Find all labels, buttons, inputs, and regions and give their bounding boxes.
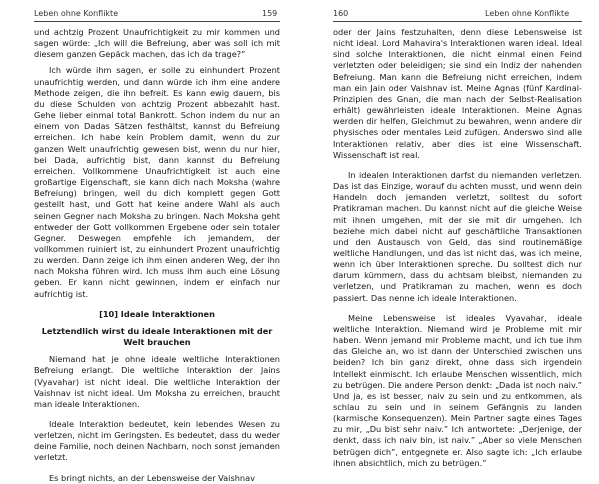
header-rule: [333, 21, 582, 22]
paragraph: und achtzig Prozent Unaufrichtigkeit zu mir kommen und sagen würde: „Ich will die Befreiung, aber was soll ich mit diesem ganzen Gepäck machen, das ich da trage?”: [34, 27, 280, 60]
paragraph: oder der Jains festzuhalten, denn diese Lebensweise ist nicht ideal. Lord Mahavira's Interaktionen waren ideal. Ideal sind solche Interaktionen, die nicht einmal einen Feind verletzten oder beleidigen; sie sind ein Indiz der nahenden Befreiung. Man kann die Befreiung nicht erreichen, indem man ein Jain oder Vaishnav ist. Meine Agnas (fünf Kardinal-Prinzipien des Gnan, die man nach der Selbst-Realisation erhält) gewährleisten ideale Interaktionen. Meine Agnas werden dir helfen, Gleichmut zu bewahren, wenn andere dir physisches oder mentales Leid zufügen. Anderswo sind alle Interaktionen relativ, aber dies ist eine Wissenschaft. Wissenschaft ist real.: [333, 27, 582, 160]
paragraph: Ich würde ihm sagen, er solle zu einhundert Prozent unaufrichtig werden, und dann würde ich ihm eine andere Methode zeigen, die ihn befreit. Es kann ewig dauern, bis du diese Schulden von achtzig Prozent abbezahlt hast. Gehe lieber einmal total Bankrott. Schon indem du nur an einem von Dadas Sätzen festhältst, kannst du Befreiung erreichen. Ich habe kein Problem damit, wenn du zur ganzen Welt unaufrichtig gewesen bist, wenn du nur hier, bei Dada, aufrichtig bist, dann kannst du Befreiung erreichen. Vollkommene Unaufrichtigkeit ist auch eine großartige Eigenschaft, sie kann dich nach Moksha (wahre Befreiung) bringen, weil du dich komplett gegen Gott gestellt hast, und Gott hat keine andere Wahl als auch seinen Gegner nach Moksha zu bringen. Nach Moksha geht entweder der Gott vollkommen Ergebene oder sein totaler Gegner. Deswegen empfehle ich jemandem, der vollkommen ruiniert ist, zu einhundert Prozent unaufrichtig zu werden. Dann zeige ich ihm einen anderen Weg, der ihn nach Moksha führen wird. Ich muss ihm auch eine Lösung geben. Er kann nicht gewinnen, indem er einfach nur aufrichtig ist.: [34, 65, 280, 299]
page-body: [34, 27, 280, 484]
paragraph: Ideale Interaktion bedeutet, kein lebendes Wesen zu verletzen, nicht im Geringsten. Es bedeutet, dass du weder deine Familie, noch deinen Nachbarn, noch sonst jemanden verletzt.: [34, 419, 280, 463]
paragraph: Niemand hat je ohne ideale weltliche Interaktionen Befreiung erlangt. Die weltliche Interaktion der Jains (Vyavahar) ist nicht ideal. Die weltliche Interaktion der Vaishnav ist nicht ideal. Um Moksha zu erreichen, braucht man ideale Interaktionen.: [34, 354, 280, 409]
paragraph: Es bringt nichts, an der Lebensweise der Vaishnav: [49, 472, 255, 483]
paragraph: In idealen Interaktionen darfst du niemanden verletzen. Das ist das Einzige, worauf du achten musst, und wenn dein Handeln doch jemanden verletzt, solltest du sofort Pratikraman machen. Du kannst nicht auf die gleiche Weise mit ihnen umgehen, mit der sie mit dir umgehen. Ich beziehe mich dabei nicht auf geschäftliche Transaktionen und den Austausch von Geld, das sind routinemäßige weltliche Handlungen, und das ist nicht das, was ich meine, wenn ich über Interaktionen spreche. Du solltest dich nur darum kümmern, dass du achtsam bleibst, niemanden zu verletzen, und Pratikraman zu machen, wenn es doch passiert. Das nenne ich ideale Interaktionen.: [333, 169, 582, 303]
page-body: [333, 27, 582, 469]
section-heading: [10] Ideale Interaktionen: [99, 308, 215, 319]
running-title: Leben ohne Konflikte: [485, 9, 570, 18]
right-page: [300, 0, 599, 484]
running-title: Leben ohne Konflikte: [34, 9, 119, 18]
left-page: [0, 0, 299, 484]
page-number: 159: [262, 9, 278, 18]
page-number: 160: [333, 9, 349, 18]
header-rule: [34, 21, 280, 22]
paragraph: Meine Lebensweise ist ideales Vyavahar, ideale weltliche Interaktion. Niemand wird je Probleme mit mir haben. Wenn jemand mir Probleme macht, und ich tue ihm das Gleiche an, wo ist dann der Unterschied zwischen uns beiden? Ich bin ganz direkt, ohne dass sich irgendein Intellekt einmischt. Ich erlaube Menschen wissentlich, mich zu betrügen. Die andere Person denkt: „Dada ist noch naiv.” Und ja, es ist besser, naiv zu sein und zu entkommen, als schlau zu sein und in seinem Gefängnis zu landen (karmische Konsequenzen). Mein Partner sagte eines Tages zu mir, „Du bist sehr naiv.” Ich antwortete: „Derjenige, der denkt, dass ich naiv bin, ist naiv.” „Aber so viele Menschen betrügen dich”, entgegnete er. Also sagte ich: „Ich erlaube ihnen absichtlich, mich zu betrügen.”: [333, 312, 582, 468]
section-subheading: Letztendlich wirst du ideale Interaktionen mit der Welt brauchen: [41, 325, 273, 348]
